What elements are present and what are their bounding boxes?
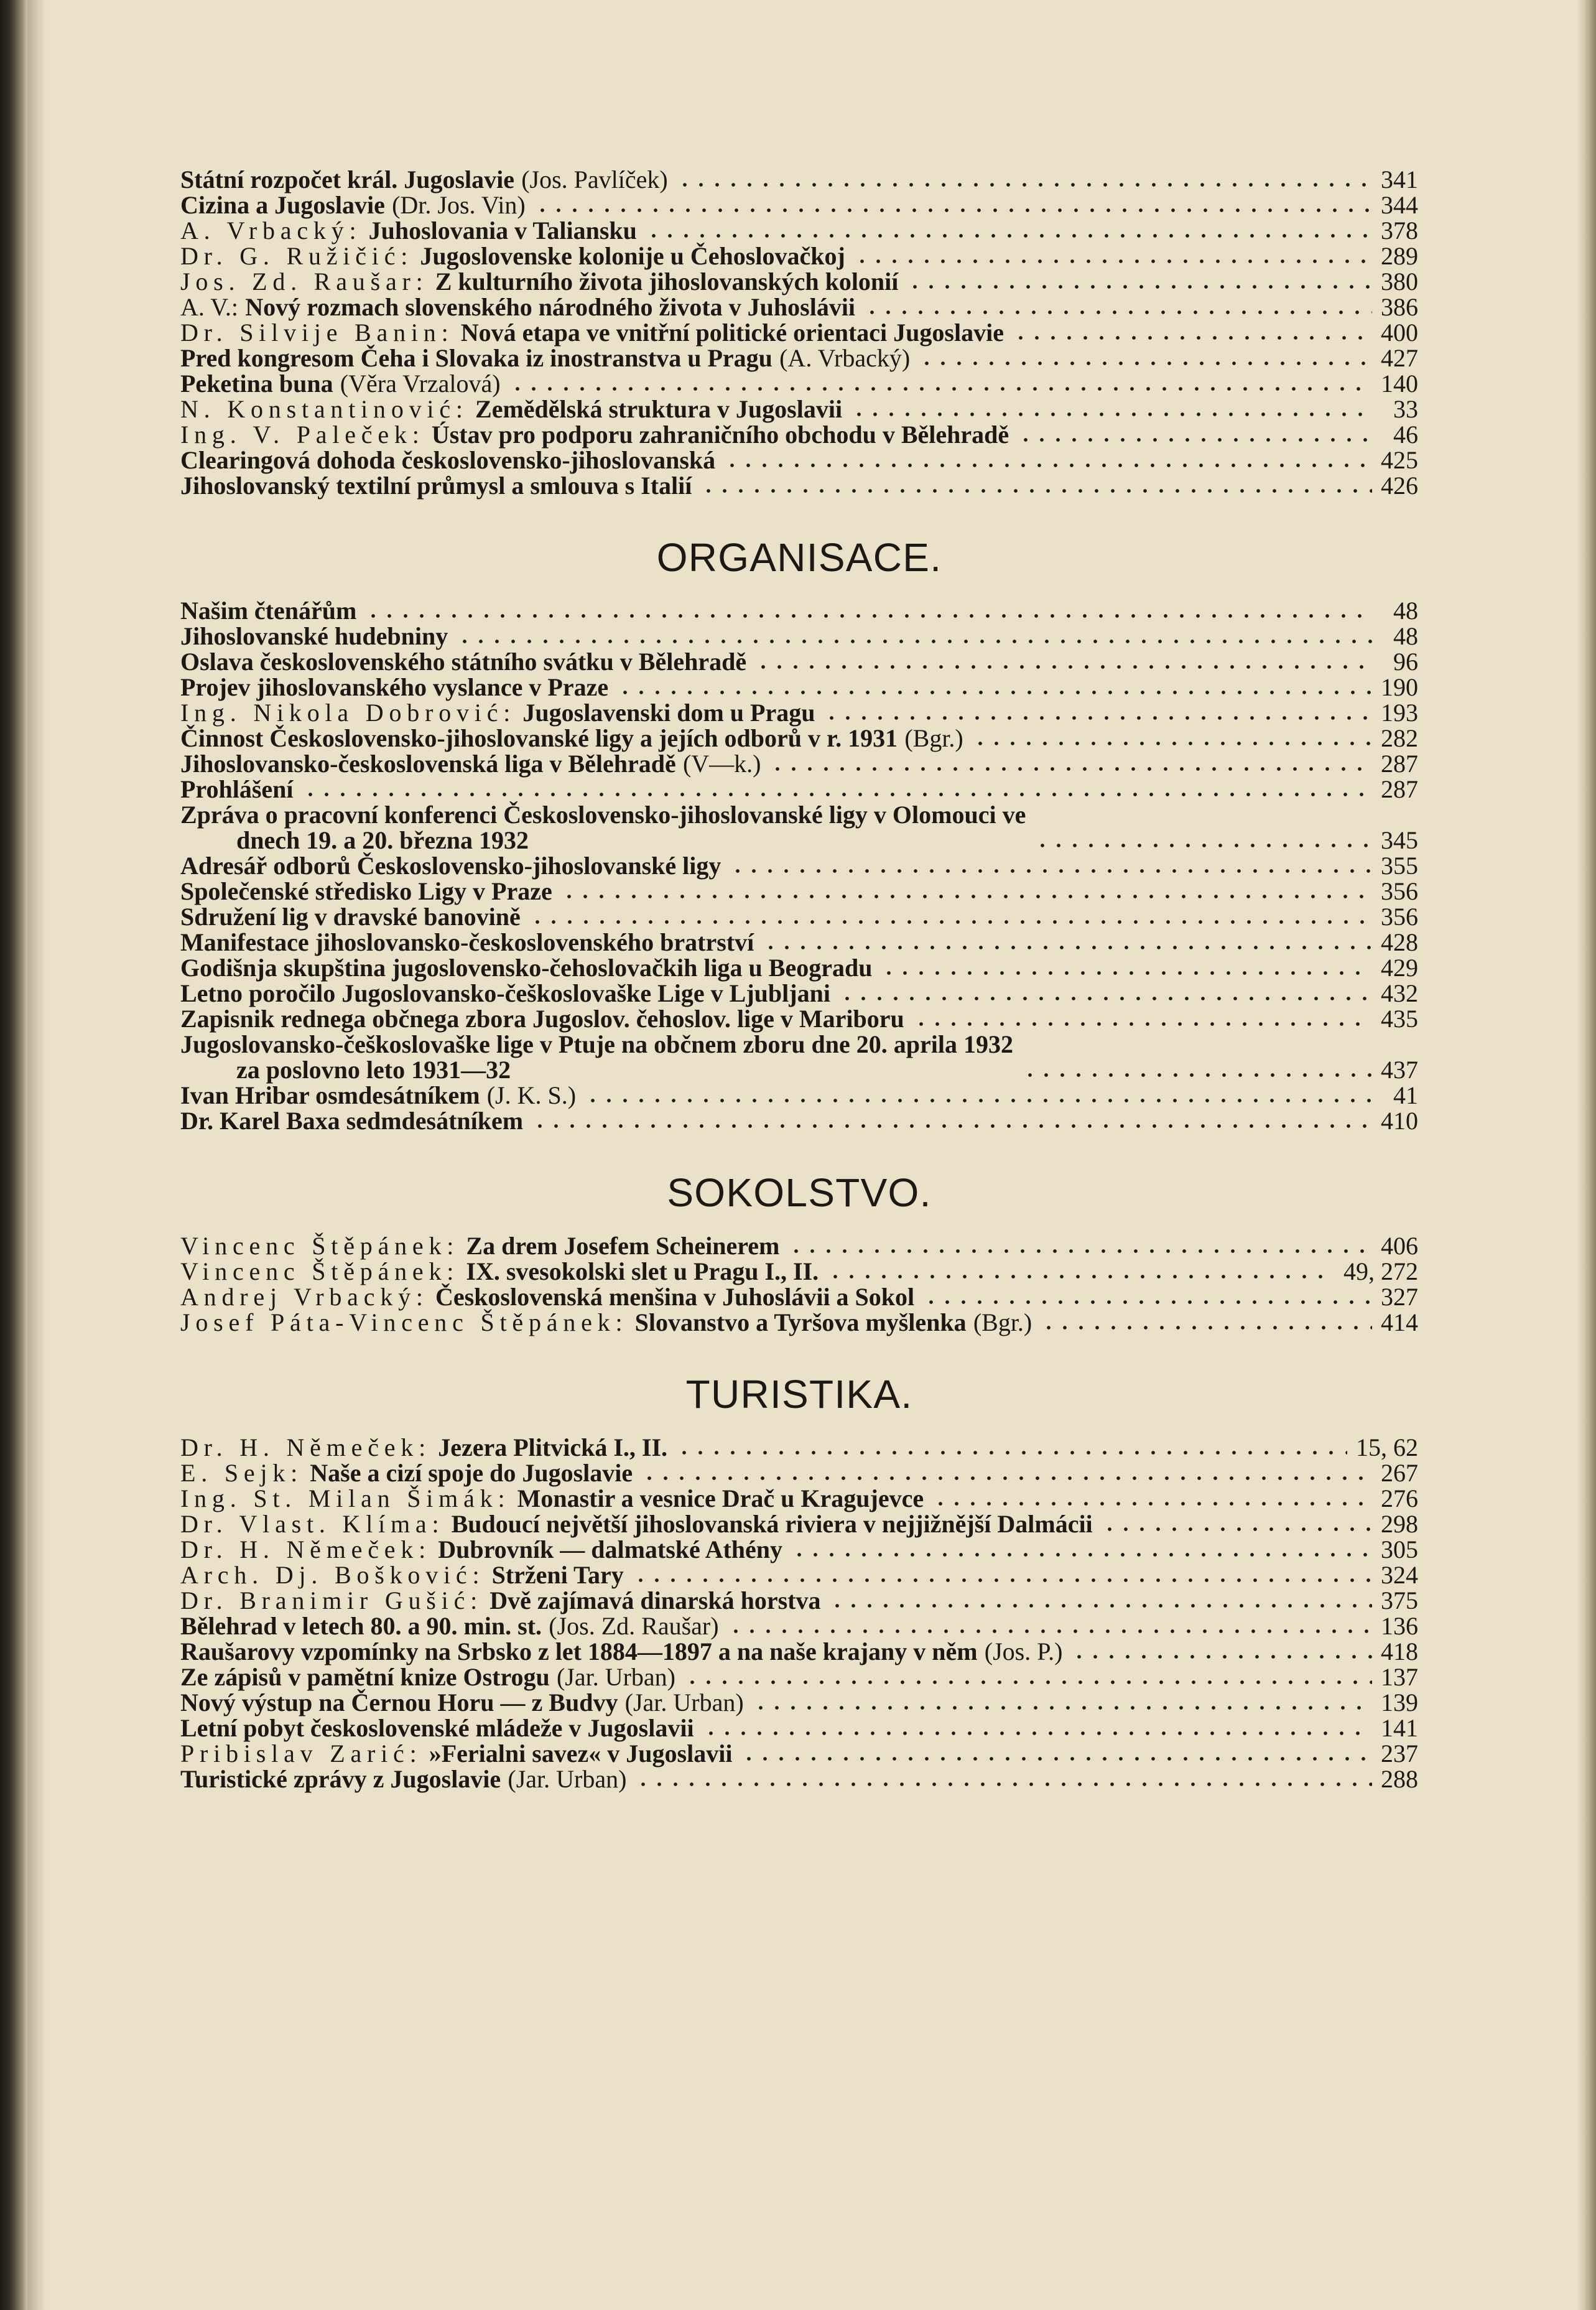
dot-leader: [677, 183, 1372, 187]
entry-text: [180, 623, 448, 649]
entry-text: [180, 1435, 667, 1460]
toc-entry: [180, 192, 1418, 218]
toc-entry: [180, 878, 1418, 904]
entry-title: Manifestace jihoslovansko-československého bratrství: [180, 928, 754, 956]
entry-title: Peketina buna: [180, 370, 333, 398]
entry-page-number: 356: [1381, 903, 1418, 931]
entry-page-number: 427: [1381, 344, 1418, 372]
dot-leader: [919, 361, 1372, 365]
section-heading: TURISTIKA.: [685, 1372, 913, 1417]
entry-author: Jos. Zd. Raušar:: [180, 268, 429, 296]
toc-entry: [180, 776, 1418, 802]
entry-page-number: 341: [1381, 165, 1418, 193]
entry-text: [180, 700, 815, 725]
toc-entry: [180, 649, 1418, 674]
dot-leader: [1013, 336, 1372, 340]
entry-page-number: 267: [1381, 1459, 1418, 1487]
entry-text: [180, 167, 668, 192]
entry-author: Dr. H. Němeček:: [180, 1535, 432, 1563]
entry-text: [180, 1310, 1032, 1335]
toc-entry: [180, 1310, 1418, 1335]
entry-title: Godišnja skupština jugoslovensko-čehoslovačkih liga u Beogradu: [180, 954, 873, 982]
entry-page-number: 140: [1381, 370, 1418, 398]
entry-title: Ivan Hribar osmdesátníkem: [180, 1081, 480, 1109]
entry-text: [180, 320, 1004, 345]
toc-entry: [180, 955, 1418, 980]
toc-section: [180, 1371, 1418, 1792]
section-heading: SOKOLSTVO.: [667, 1170, 932, 1215]
entry-page-number: 49, 272: [1343, 1257, 1418, 1285]
dot-leader: [700, 489, 1372, 493]
dot-leader: [741, 1757, 1372, 1761]
dot-leader: [730, 869, 1372, 873]
dot-leader: [864, 310, 1372, 314]
entry-text: [180, 192, 526, 218]
dot-leader: [1034, 844, 1372, 847]
entry-author: Vincenc Štěpánek:: [180, 1232, 460, 1260]
entry-note: (Bgr.): [904, 724, 963, 752]
entry-page-number: 380: [1381, 268, 1418, 296]
entry-title: Nový rozmach slovenského národného života v Juhoslávii: [245, 293, 856, 321]
entry-title: Slovanstvo a Tyršova myšlenka: [634, 1308, 967, 1336]
entry-text: [180, 1259, 819, 1284]
entry-page-number: 305: [1381, 1535, 1418, 1563]
dot-leader: [633, 1578, 1372, 1582]
entry-page-number: 386: [1381, 293, 1418, 321]
entry-author: A. V.:: [180, 293, 239, 321]
dot-leader: [753, 1706, 1372, 1710]
entry-title: »Ferialni savez« v Jugoslavii: [429, 1739, 733, 1767]
dot-leader: [755, 665, 1372, 669]
entry-title: IX. svesokolski slet u Pragu I., II.: [466, 1257, 819, 1285]
toc-section: [180, 534, 1418, 1134]
dot-leader: [617, 691, 1372, 694]
entry-title: Za drem Josefem Scheinerem: [466, 1232, 780, 1260]
entry-title: Dubrovník — dalmatské Athény: [438, 1535, 783, 1563]
dot-leader: [769, 767, 1372, 771]
dot-leader: [829, 1604, 1372, 1608]
entry-page-number: 137: [1381, 1663, 1418, 1691]
entry-note: (Bgr.): [973, 1308, 1032, 1336]
entry-title: Clearingová dohoda československo-jihoslovanská: [180, 446, 716, 474]
entry-title: Společenské středisko Ligy v Praze: [180, 877, 552, 905]
entry-title: Raušarovy vzpomínky na Srbsko z let 1884—1897 a na naše krajany v něm: [180, 1637, 978, 1665]
toc-entry: [180, 751, 1418, 776]
entry-title: Juhoslovania v Taliansku: [368, 217, 637, 245]
entry-text: [180, 1639, 1062, 1664]
table-of-contents: [180, 167, 1418, 1792]
toc-entry: [180, 1435, 1418, 1460]
entry-page-number: 414: [1381, 1308, 1418, 1336]
entry-text: [180, 1032, 1013, 1083]
entry-title: Strženi Tary: [491, 1561, 624, 1589]
toc-entry: [180, 396, 1418, 422]
entry-title: Prohlášení: [180, 775, 294, 803]
entry-page-number: 48: [1393, 597, 1418, 625]
entry-author: Andrej Vrbacký:: [180, 1283, 429, 1311]
entry-text: [180, 751, 761, 776]
dot-leader: [676, 1451, 1347, 1455]
toc-entry: [180, 1639, 1418, 1664]
entry-text: [180, 447, 715, 473]
entry-page-number: 288: [1381, 1765, 1418, 1793]
dot-leader: [824, 716, 1372, 720]
entry-text: [180, 371, 501, 396]
entry-text: [180, 1006, 904, 1032]
toc-entry: [180, 1741, 1418, 1766]
entry-text: [180, 1083, 576, 1108]
dot-leader: [932, 1502, 1372, 1506]
toc-entry: [180, 218, 1418, 243]
toc-entry: [180, 1083, 1418, 1108]
entry-title: Projev jihoslovanského vyslance v Praze: [180, 673, 609, 701]
entry-page-number: 428: [1381, 928, 1418, 956]
entry-text: [180, 1690, 744, 1715]
dot-leader: [839, 997, 1372, 1000]
entry-text: [180, 929, 754, 955]
entry-text: [180, 1766, 626, 1792]
toc-entry: [180, 1588, 1418, 1613]
dot-leader: [791, 1553, 1372, 1557]
dot-leader: [851, 412, 1372, 416]
entry-page-number: 435: [1381, 1005, 1418, 1033]
entry-title: Jihoslovansko-československá liga v Bělehradě: [180, 750, 676, 778]
entry-title: Jugoslovansko-češkoslovaške lige v Ptuje na občnem zboru dne 20. aprila 1932: [180, 1030, 1013, 1058]
entry-page-number: 410: [1381, 1107, 1418, 1135]
section-heading: ORGANISACE.: [656, 535, 942, 580]
entry-author: Dr. Vlast. Klíma:: [180, 1510, 445, 1538]
entry-note: (Jos. Pavlíček): [521, 165, 668, 193]
entry-text: [180, 243, 845, 269]
entry-title: Jugoslavenski dom u Pragu: [522, 699, 815, 727]
entry-text: [180, 1486, 924, 1511]
entry-text: [180, 674, 608, 700]
entry-page-number: 276: [1381, 1484, 1418, 1512]
entry-page-number: 48: [1393, 622, 1418, 650]
dot-leader: [827, 1275, 1335, 1278]
entry-author: Dr. Branimir Gušić:: [180, 1586, 483, 1614]
entry-title: Našim čtenářům: [180, 597, 357, 625]
toc-entry: [180, 1108, 1418, 1134]
entry-note: (A. Vrbacký): [779, 344, 911, 372]
entry-text: [180, 802, 1026, 853]
toc-entry: [180, 674, 1418, 700]
entry-title: Z kulturního života jihoslovanských kolonií: [435, 268, 899, 296]
page-fold-shadow: [27, 0, 46, 2310]
dot-leader: [1071, 1655, 1372, 1659]
dot-leader: [585, 1099, 1372, 1102]
toc-entry: [180, 1511, 1418, 1537]
entry-page-number: 190: [1381, 673, 1418, 701]
entry-title: Dvě zajímavá dinarská horstva: [489, 1586, 821, 1614]
entry-title: Ze zápisů v pamětní knize Ostrogu: [180, 1663, 550, 1691]
entry-text: [180, 1588, 820, 1613]
entry-author: Josef Páta-Vincenc Štěpánek:: [180, 1308, 628, 1336]
toc-entry: [180, 1233, 1418, 1259]
entry-text: [180, 878, 552, 904]
entry-page-number: 426: [1381, 472, 1418, 500]
toc-entry: [180, 623, 1418, 649]
entry-page-number: 139: [1381, 1688, 1418, 1716]
entry-note: (Věra Vrzalová): [340, 370, 501, 398]
entry-page-number: 15, 62: [1356, 1433, 1418, 1461]
entry-text: [180, 598, 356, 623]
entry-text: [180, 1108, 523, 1134]
entry-page-number: 429: [1381, 954, 1418, 982]
entry-text: [180, 1511, 1093, 1537]
entry-title: Cizina a Jugoslavie: [180, 191, 385, 219]
entry-title: Letno poročilo Jugoslovansko-češkoslovaške Lige v Ljubljani: [180, 979, 830, 1007]
entry-author: E. Sejk:: [180, 1459, 304, 1487]
dot-leader: [1022, 1073, 1372, 1077]
toc-entry: [180, 1259, 1418, 1284]
entry-page-number: 287: [1381, 775, 1418, 803]
entry-text: [180, 853, 721, 878]
dot-leader: [684, 1680, 1372, 1684]
entry-title: Oslava československého státního svátku v Bělehradě: [180, 648, 747, 676]
dot-leader: [1102, 1527, 1372, 1531]
entry-text: [180, 345, 910, 371]
entry-title: Nový výstup na Černou Horu — z Budvy: [180, 1688, 618, 1716]
entry-author: Ing. St. Milan Šimák:: [180, 1484, 511, 1512]
entry-page-number: 425: [1381, 446, 1418, 474]
entry-page-number: 237: [1381, 1739, 1418, 1767]
toc-entry: [180, 422, 1418, 447]
dot-leader: [365, 614, 1372, 618]
dot-leader: [763, 946, 1372, 949]
dot-leader: [457, 640, 1372, 643]
dot-leader: [561, 895, 1372, 898]
entry-text: [180, 269, 898, 294]
entry-page-number: 406: [1381, 1232, 1418, 1260]
entry-page-number: 400: [1381, 319, 1418, 347]
entry-text: [180, 396, 842, 422]
entry-title: Jihoslovanský textilní průmysl a smlouva s Italií: [180, 472, 692, 500]
dot-leader: [854, 259, 1372, 263]
toc-entry: [180, 1715, 1418, 1741]
toc-entry: [180, 1766, 1418, 1792]
entry-text: [180, 1284, 914, 1310]
entry-text: [180, 218, 637, 243]
entry-note: (V—k.): [682, 750, 761, 778]
entry-page-number: 141: [1381, 1714, 1418, 1742]
entry-title: Budoucí největší jihoslovanská riviera v nejjižnější Dalmácii: [451, 1510, 1093, 1538]
entry-page-number: 432: [1381, 979, 1418, 1007]
toc-entry: [180, 243, 1418, 269]
entry-title: Zemědělská struktura v Jugoslavii: [475, 395, 843, 423]
entry-note: (Jos. Zd. Raušar): [549, 1612, 719, 1640]
dot-leader: [724, 463, 1372, 467]
page-edge: [1577, 0, 1596, 2310]
toc-entry: [180, 598, 1418, 623]
entry-title: Ústav pro podporu zahraničního obchodu v Bělehradě: [431, 421, 1009, 449]
entry-title: Turistické zprávy z Jugoslavie: [180, 1765, 501, 1793]
toc-entry: [180, 802, 1418, 853]
entry-page-number: 437: [1381, 1056, 1418, 1084]
toc-entry: [180, 1562, 1418, 1588]
entry-title: Naše a cizí spoje do Jugoslavie: [310, 1459, 633, 1487]
toc-entry: [180, 1690, 1418, 1715]
toc-entry: [180, 167, 1418, 192]
entry-title: Jihoslovanské hudebniny: [180, 622, 448, 650]
entry-title: Adresář odborů Československo-jihoslovanské ligy: [180, 852, 721, 880]
entry-title: Pred kongresom Čeha i Slovaka iz inostranstva u Pragu: [180, 344, 772, 372]
entry-author: Arch. Dj. Bošković:: [180, 1561, 485, 1589]
toc-entry: [180, 345, 1418, 371]
toc-entry: [180, 980, 1418, 1006]
toc-entry: [180, 1284, 1418, 1310]
entry-author: Dr. H. Němeček:: [180, 1433, 432, 1461]
entry-page-number: 193: [1381, 699, 1418, 727]
dot-leader: [534, 208, 1372, 212]
entry-page-number: 289: [1381, 242, 1418, 270]
entry-text: [180, 1741, 732, 1766]
entry-page-number: 298: [1381, 1510, 1418, 1538]
entry-text: [180, 1664, 675, 1690]
entry-text: [180, 1715, 694, 1741]
dot-leader: [532, 1124, 1372, 1128]
dot-leader: [788, 1249, 1372, 1253]
entry-title: Nová etapa ve vnitřní politické orientaci Jugoslavie: [460, 319, 1004, 347]
book-spine: [0, 0, 27, 2310]
entry-text: [180, 904, 521, 929]
entry-text: [180, 294, 855, 320]
entry-page-number: 356: [1381, 877, 1418, 905]
entry-note: (Jar. Urban): [624, 1688, 744, 1716]
entry-title: Zpráva o pracovní konferenci Československo-jihoslovanské ligy v Olomouci ve: [180, 801, 1026, 829]
entry-page-number: 324: [1381, 1561, 1418, 1589]
entry-page-number: 41: [1393, 1081, 1418, 1109]
entry-note: (J. K. S.): [486, 1081, 577, 1109]
entry-text: [180, 422, 1009, 447]
toc-entry: [180, 294, 1418, 320]
dot-leader: [509, 387, 1372, 391]
entry-title: Činnost Československo-jihoslovanské ligy a jejích odborů v r. 1931: [180, 724, 898, 752]
toc-section: [180, 167, 1418, 498]
entry-note: (Jar. Urban): [556, 1663, 675, 1691]
toc-entry: [180, 320, 1418, 345]
entry-text: [180, 725, 963, 751]
entry-page-number: 33: [1393, 395, 1418, 423]
entry-text: [180, 776, 294, 802]
entry-title-continuation: za poslovno leto 1931—32: [236, 1056, 511, 1084]
entry-title: Letní pobyt československé mládeže v Jugoslavii: [180, 1714, 694, 1742]
entry-title: Sdružení lig v dravské banovině: [180, 903, 521, 931]
entry-title: Státní rozpočet král. Jugoslavie: [180, 165, 515, 193]
toc-entry: [180, 904, 1418, 929]
entry-text: [180, 1537, 782, 1562]
entry-note: (Jar. Urban): [508, 1765, 627, 1793]
entry-note: (Dr. Jos. Vin): [392, 191, 526, 219]
toc-entry: [180, 725, 1418, 751]
entry-page-number: 355: [1381, 852, 1418, 880]
entry-text: [180, 955, 872, 980]
dot-leader: [972, 742, 1372, 745]
entry-text: [180, 1233, 779, 1259]
dot-leader: [646, 234, 1372, 238]
entry-text: [180, 1613, 719, 1639]
entry-text: [180, 980, 830, 1006]
entry-page-number: 327: [1381, 1283, 1418, 1311]
toc-entry: [180, 1006, 1418, 1032]
entry-page-number: 378: [1381, 217, 1418, 245]
toc-entry: [180, 269, 1418, 294]
dot-leader: [529, 920, 1372, 924]
entry-page-number: 282: [1381, 724, 1418, 752]
dot-leader: [881, 971, 1372, 975]
entry-page-number: 344: [1381, 191, 1418, 219]
entry-author: Pribislav Zarić:: [180, 1739, 422, 1767]
dot-leader: [913, 1022, 1372, 1026]
entry-text: [180, 1460, 633, 1486]
entry-title: Jezera Plitvická I., II.: [438, 1433, 668, 1461]
toc-entry: [180, 1486, 1418, 1511]
toc-entry: [180, 1613, 1418, 1639]
entry-title: Československá menšina v Juhoslávii a Sokol: [435, 1283, 915, 1311]
entry-title: Jugoslovenske kolonije u Čehoslovačkoj: [420, 242, 845, 270]
dot-leader: [1041, 1326, 1372, 1330]
entry-text: [180, 473, 692, 498]
toc-entry: [180, 853, 1418, 878]
toc-entry: [180, 1537, 1418, 1562]
dot-leader: [302, 793, 1372, 796]
toc-section: [180, 1170, 1418, 1335]
entry-note: (Jos. P.): [984, 1637, 1063, 1665]
entry-page-number: 96: [1393, 648, 1418, 676]
toc-entry: [180, 700, 1418, 725]
entry-title: Dr. Karel Baxa sedmdesátníkem: [180, 1107, 524, 1135]
toc-entry: [180, 473, 1418, 498]
entry-author: A. Vrbacký:: [180, 217, 362, 245]
entry-author: Vincenc Štěpánek:: [180, 1257, 460, 1285]
toc-entry: [180, 1460, 1418, 1486]
entry-title: Zapisnik rednega občnega zbora Jugoslov. čehoslov. lige v Mariboru: [180, 1005, 904, 1033]
entry-page-number: 287: [1381, 750, 1418, 778]
entry-page-number: 136: [1381, 1612, 1418, 1640]
dot-leader: [635, 1782, 1372, 1786]
entry-author: N. Konstantinović:: [180, 395, 468, 423]
entry-page-number: 345: [1381, 826, 1418, 854]
dot-leader: [907, 285, 1372, 289]
dot-leader: [728, 1629, 1372, 1633]
dot-leader: [641, 1476, 1372, 1480]
entry-author: Ing. V. Paleček:: [180, 421, 425, 449]
entry-author: Ing. Nikola Dobrović:: [180, 699, 516, 727]
dot-leader: [1018, 438, 1372, 442]
entry-title: Monastir a vesnice Drač u Kragujevce: [517, 1484, 924, 1512]
toc-entry: [180, 371, 1418, 396]
entry-text: [180, 1562, 624, 1588]
dot-leader: [703, 1731, 1372, 1735]
entry-title: Bělehrad v letech 80. a 90. min. st.: [180, 1612, 542, 1640]
toc-entry: [180, 1664, 1418, 1690]
toc-entry: [180, 1032, 1418, 1083]
entry-page-number: 418: [1381, 1637, 1418, 1665]
entry-title-continuation: dnech 19. a 20. března 1932: [236, 826, 529, 854]
entry-page-number: 375: [1381, 1586, 1418, 1614]
entry-author: Dr. Silvije Banin:: [180, 319, 454, 347]
toc-entry: [180, 929, 1418, 955]
entry-text: [180, 649, 746, 674]
dot-leader: [923, 1300, 1372, 1304]
toc-entry: [180, 447, 1418, 473]
entry-page-number: 46: [1393, 421, 1418, 449]
entry-author: Dr. G. Ružičić:: [180, 242, 414, 270]
